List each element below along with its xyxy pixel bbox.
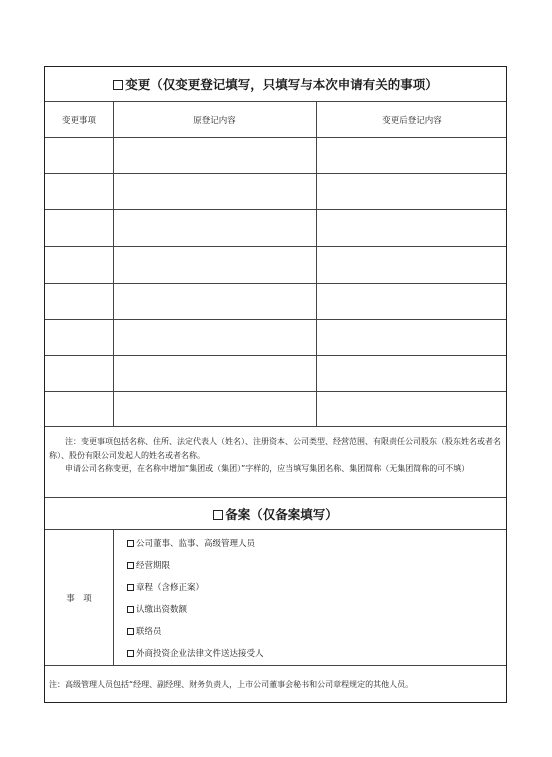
after-content-cell[interactable] bbox=[316, 392, 508, 427]
filing-section-title bbox=[45, 497, 506, 529]
filing-item-label: 事 项 bbox=[66, 594, 92, 604]
after-content-cell[interactable] bbox=[316, 210, 508, 247]
after-content-cell[interactable] bbox=[316, 284, 508, 320]
filing-option-term[interactable] bbox=[127, 557, 170, 573]
option-label: 外商投资企业法律文件送达接受人 bbox=[136, 649, 264, 659]
change-table-header bbox=[45, 101, 506, 137]
option-label: 经营期限 bbox=[136, 561, 171, 571]
table-row bbox=[45, 209, 506, 246]
change-title-text: 变更（仅变更登记填写，只填写与本次申请有关的事项） bbox=[125, 77, 438, 92]
filing-title-text: 备案（仅备案填写） bbox=[225, 506, 338, 522]
application-form bbox=[44, 66, 507, 703]
filing-col-divider bbox=[113, 530, 114, 666]
original-content-cell[interactable] bbox=[113, 247, 316, 284]
table-row bbox=[45, 283, 506, 319]
change-item-cell[interactable] bbox=[45, 320, 113, 356]
after-content-cell[interactable] bbox=[316, 174, 508, 210]
table-row bbox=[45, 137, 506, 173]
table-row bbox=[45, 246, 506, 283]
change-checkbox[interactable] bbox=[113, 80, 123, 90]
original-content-cell[interactable] bbox=[113, 210, 316, 247]
change-item-cell[interactable] bbox=[45, 210, 113, 247]
option-label: 公司董事、监事、高级管理人员 bbox=[136, 539, 256, 549]
filing-option-liaison[interactable] bbox=[127, 623, 162, 639]
change-note-line1: 注：变更事项包括名称、住所、法定代表人（姓名）、注册资本、公司类型、经营范围、有限责任公司股东（股东姓名或者名称）、股份有限公司发起人的姓名或者名称。 bbox=[49, 437, 501, 460]
filing-option-articles[interactable] bbox=[127, 579, 204, 595]
option-checkbox[interactable] bbox=[127, 628, 134, 635]
col-header-original: 原登记内容 bbox=[193, 116, 236, 126]
table-row bbox=[45, 391, 506, 426]
table-row bbox=[45, 319, 506, 355]
original-content-cell[interactable] bbox=[113, 320, 316, 356]
option-checkbox[interactable] bbox=[127, 650, 134, 657]
change-item-cell[interactable] bbox=[45, 247, 113, 284]
after-content-cell[interactable] bbox=[316, 138, 508, 174]
change-item-cell[interactable] bbox=[45, 138, 113, 174]
filing-option-capital[interactable] bbox=[127, 601, 187, 617]
filing-footnote: 注：高级管理人员包括“经理、副经理、财务负责人，上市公司董事会秘书和公司章程规定的其他人员。 bbox=[45, 665, 506, 702]
option-label: 章程（含修正案） bbox=[136, 583, 205, 593]
change-section-title bbox=[45, 67, 506, 101]
change-note-line2: 申请公司名称变更，在名称中增加“集团或（集团）”字样的，应当填写集团名称、集团简称（无集团简称的可不填） bbox=[65, 464, 470, 473]
change-note bbox=[45, 426, 506, 497]
change-item-cell[interactable] bbox=[45, 174, 113, 210]
option-label: 联络员 bbox=[136, 627, 162, 637]
after-content-cell[interactable] bbox=[316, 356, 508, 392]
option-label: 认缴出资数额 bbox=[136, 605, 188, 615]
col-header-after: 变更后登记内容 bbox=[382, 116, 442, 126]
original-content-cell[interactable] bbox=[113, 138, 316, 174]
option-checkbox[interactable] bbox=[127, 606, 134, 613]
change-item-cell[interactable] bbox=[45, 392, 113, 427]
change-item-cell[interactable] bbox=[45, 284, 113, 320]
option-checkbox[interactable] bbox=[127, 540, 134, 547]
change-item-cell[interactable] bbox=[45, 356, 113, 392]
filing-items-block bbox=[45, 529, 506, 665]
after-content-cell[interactable] bbox=[316, 247, 508, 284]
after-content-cell[interactable] bbox=[316, 320, 508, 356]
col-header-item: 变更事项 bbox=[61, 116, 96, 126]
original-content-cell[interactable] bbox=[113, 174, 316, 210]
table-row bbox=[45, 355, 506, 391]
option-checkbox[interactable] bbox=[127, 562, 134, 569]
original-content-cell[interactable] bbox=[113, 284, 316, 320]
original-content-cell[interactable] bbox=[113, 392, 316, 427]
original-content-cell[interactable] bbox=[113, 356, 316, 392]
option-checkbox[interactable] bbox=[127, 584, 134, 591]
filing-option-service-agent[interactable] bbox=[127, 645, 264, 661]
filing-checkbox[interactable] bbox=[213, 510, 223, 520]
filing-option-directors[interactable] bbox=[127, 535, 255, 551]
table-row bbox=[45, 173, 506, 209]
